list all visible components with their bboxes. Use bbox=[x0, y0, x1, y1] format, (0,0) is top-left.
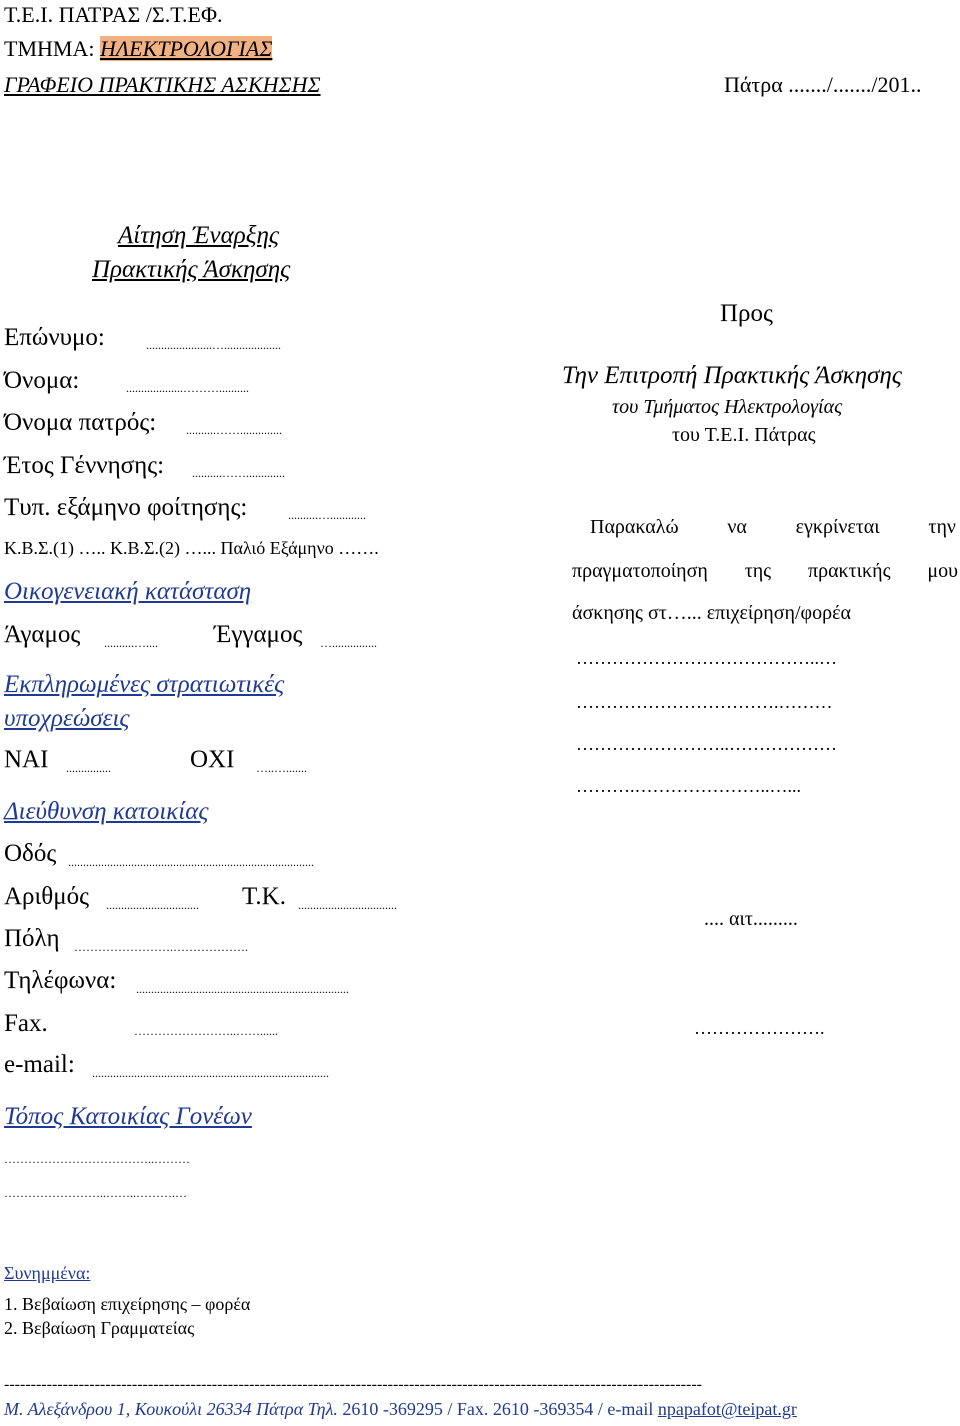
military-no-dots: …..…....... bbox=[256, 761, 307, 775]
request-word: εγκρίνεται bbox=[795, 516, 880, 538]
birth-year-label: Έτος Γέννησης: bbox=[4, 452, 165, 479]
birth-year-dots: ..........……............. bbox=[192, 466, 285, 480]
zip-dots: ................................. bbox=[298, 898, 397, 912]
request-word: Παρακαλώ bbox=[590, 516, 679, 538]
name-label: Όνομα: bbox=[4, 367, 80, 394]
parents-dots-line1: ………………………………..……… bbox=[4, 1152, 190, 1166]
email-label: e-mail: bbox=[4, 1051, 75, 1078]
military-yes-label: ΝΑΙ bbox=[4, 746, 49, 773]
father-name-dots: ..........…….............. bbox=[186, 423, 282, 437]
number-label: Αριθμός bbox=[4, 883, 90, 910]
request-line2 bbox=[572, 560, 958, 583]
department-name: ΗΛΕΚΤΡΟΛΟΓΙΑΣ bbox=[99, 36, 273, 61]
footer-email-link[interactable]: npapafot@teipat.gr bbox=[657, 1399, 797, 1419]
surname-label: Επώνυμο: bbox=[4, 324, 105, 351]
parents-dots-line2: ……………………..……..……….… bbox=[4, 1186, 187, 1200]
date-field: Πάτρα ......./......./201.. bbox=[724, 72, 922, 97]
title-line2: Πρακτικής Άσκησης bbox=[92, 256, 291, 283]
military-yes-dots: ............... bbox=[66, 761, 111, 775]
military-no-label: ΟΧΙ bbox=[190, 746, 235, 773]
street-label: Οδός bbox=[4, 840, 57, 867]
applicant-signature-label: .... αιτ......... bbox=[704, 908, 798, 930]
department-prefix: ΤΜΗΜΑ: bbox=[4, 36, 100, 61]
footer-address: Μ. Αλεξάνδρου 1, Κουκούλι 26334 Πάτρα Τηλ. bbox=[4, 1399, 338, 1419]
request-word: της bbox=[744, 560, 772, 582]
company-dots-2: …………………………….……… bbox=[576, 692, 833, 712]
request-word: την bbox=[928, 516, 956, 538]
company-dots-1: …………………………………..… bbox=[576, 648, 837, 668]
single-label: Άγαμος bbox=[4, 621, 81, 648]
family-status-heading: Οικογενειακή κατάσταση bbox=[4, 578, 252, 605]
semester-label: Τυπ. εξάμηνο φοίτησης: bbox=[4, 494, 248, 521]
father-name-label: Όνομα πατρός: bbox=[4, 409, 157, 436]
semester-dots: ..........…............ bbox=[288, 508, 366, 522]
request-word: πρακτικής bbox=[807, 560, 891, 582]
footer-rule: ----------------------------------------------------------------------------------------------------------------------------------- bbox=[4, 1376, 702, 1393]
zip-label: Τ.Κ. bbox=[242, 883, 286, 910]
city-label: Πόλη bbox=[4, 925, 60, 952]
fax-dots: ……………………..……...... bbox=[134, 1024, 278, 1038]
surname-row bbox=[4, 324, 105, 352]
footer-contact bbox=[4, 1399, 797, 1420]
office-name: ΓΡΑΦΕΙΟ ΠΡΑΚΤΙΚΗΣ ΑΣΚΗΣΗΣ bbox=[4, 72, 321, 97]
department-line bbox=[4, 36, 272, 62]
title-line1: Αίτηση Έναρξης bbox=[118, 222, 279, 249]
phone-label: Τηλέφωνα: bbox=[4, 967, 117, 994]
parents-residence-heading: Τόπος Κατοικίας Γονέων bbox=[4, 1103, 252, 1130]
surname-dots: ......................…................... bbox=[146, 338, 281, 352]
email-dots: ............................................................................... bbox=[92, 1066, 329, 1080]
request-word: πραγματοποίηση bbox=[572, 560, 708, 582]
married-dots: …............... bbox=[320, 636, 377, 650]
attachment-item-2: 2. Βεβαίωση Γραμματείας bbox=[4, 1318, 195, 1338]
request-line1 bbox=[590, 516, 956, 539]
name-dots: ...................……….......... bbox=[126, 381, 249, 395]
signature-dots: …………………. bbox=[694, 1018, 825, 1038]
recipient-institution: του Τ.Ε.Ι. Πάτρας bbox=[672, 424, 816, 446]
single-dots: ..........….... bbox=[104, 636, 158, 650]
street-dots: .................................................................................. bbox=[68, 855, 314, 869]
married-label: Έγγαμος bbox=[214, 621, 303, 648]
city-dots: …………………….………………. bbox=[74, 940, 248, 954]
military-heading-1: Εκπληρωμένες στρατιωτικές bbox=[4, 671, 285, 698]
address-heading: Διεύθυνση κατοικίας bbox=[4, 798, 209, 825]
company-dots-3: ……………………..……………… bbox=[576, 734, 837, 754]
fax-label: Fax. bbox=[4, 1010, 48, 1037]
request-word: να bbox=[727, 516, 747, 538]
attachments-heading: Συνημμένα: bbox=[4, 1263, 91, 1283]
recipient-to: Προς bbox=[720, 300, 773, 327]
phone-dots: ....................................................................... bbox=[136, 982, 349, 996]
number-dots: ............................... bbox=[106, 898, 199, 912]
request-line3: άσκησης στ…... επιχείρηση/φορέα bbox=[572, 602, 851, 624]
institution-name: Τ.Ε.Ι. ΠΑΤΡΑΣ /Σ.Τ.ΕΦ. bbox=[4, 2, 223, 27]
request-word: μου bbox=[927, 560, 958, 582]
footer-phones: 2610 -369295 / Fax. 2610 -369354 / e-mail bbox=[337, 1399, 658, 1419]
military-heading-2: υποχρεώσεις bbox=[4, 705, 130, 732]
attachment-item-1: 1. Βεβαίωση επιχείρησης – φορέα bbox=[4, 1294, 251, 1314]
recipient-department: του Τμήματος Ηλεκτρολογίας bbox=[612, 396, 843, 418]
company-dots-4: ……….…………………..…... bbox=[576, 776, 801, 796]
recipient-committee: Την Επιτροπή Πρακτικής Άσκησης bbox=[562, 362, 902, 389]
kbs-line: Κ.Β.Σ.(1) ….. Κ.Β.Σ.(2) …... Παλιό Εξάμηνο ……. bbox=[4, 538, 379, 558]
